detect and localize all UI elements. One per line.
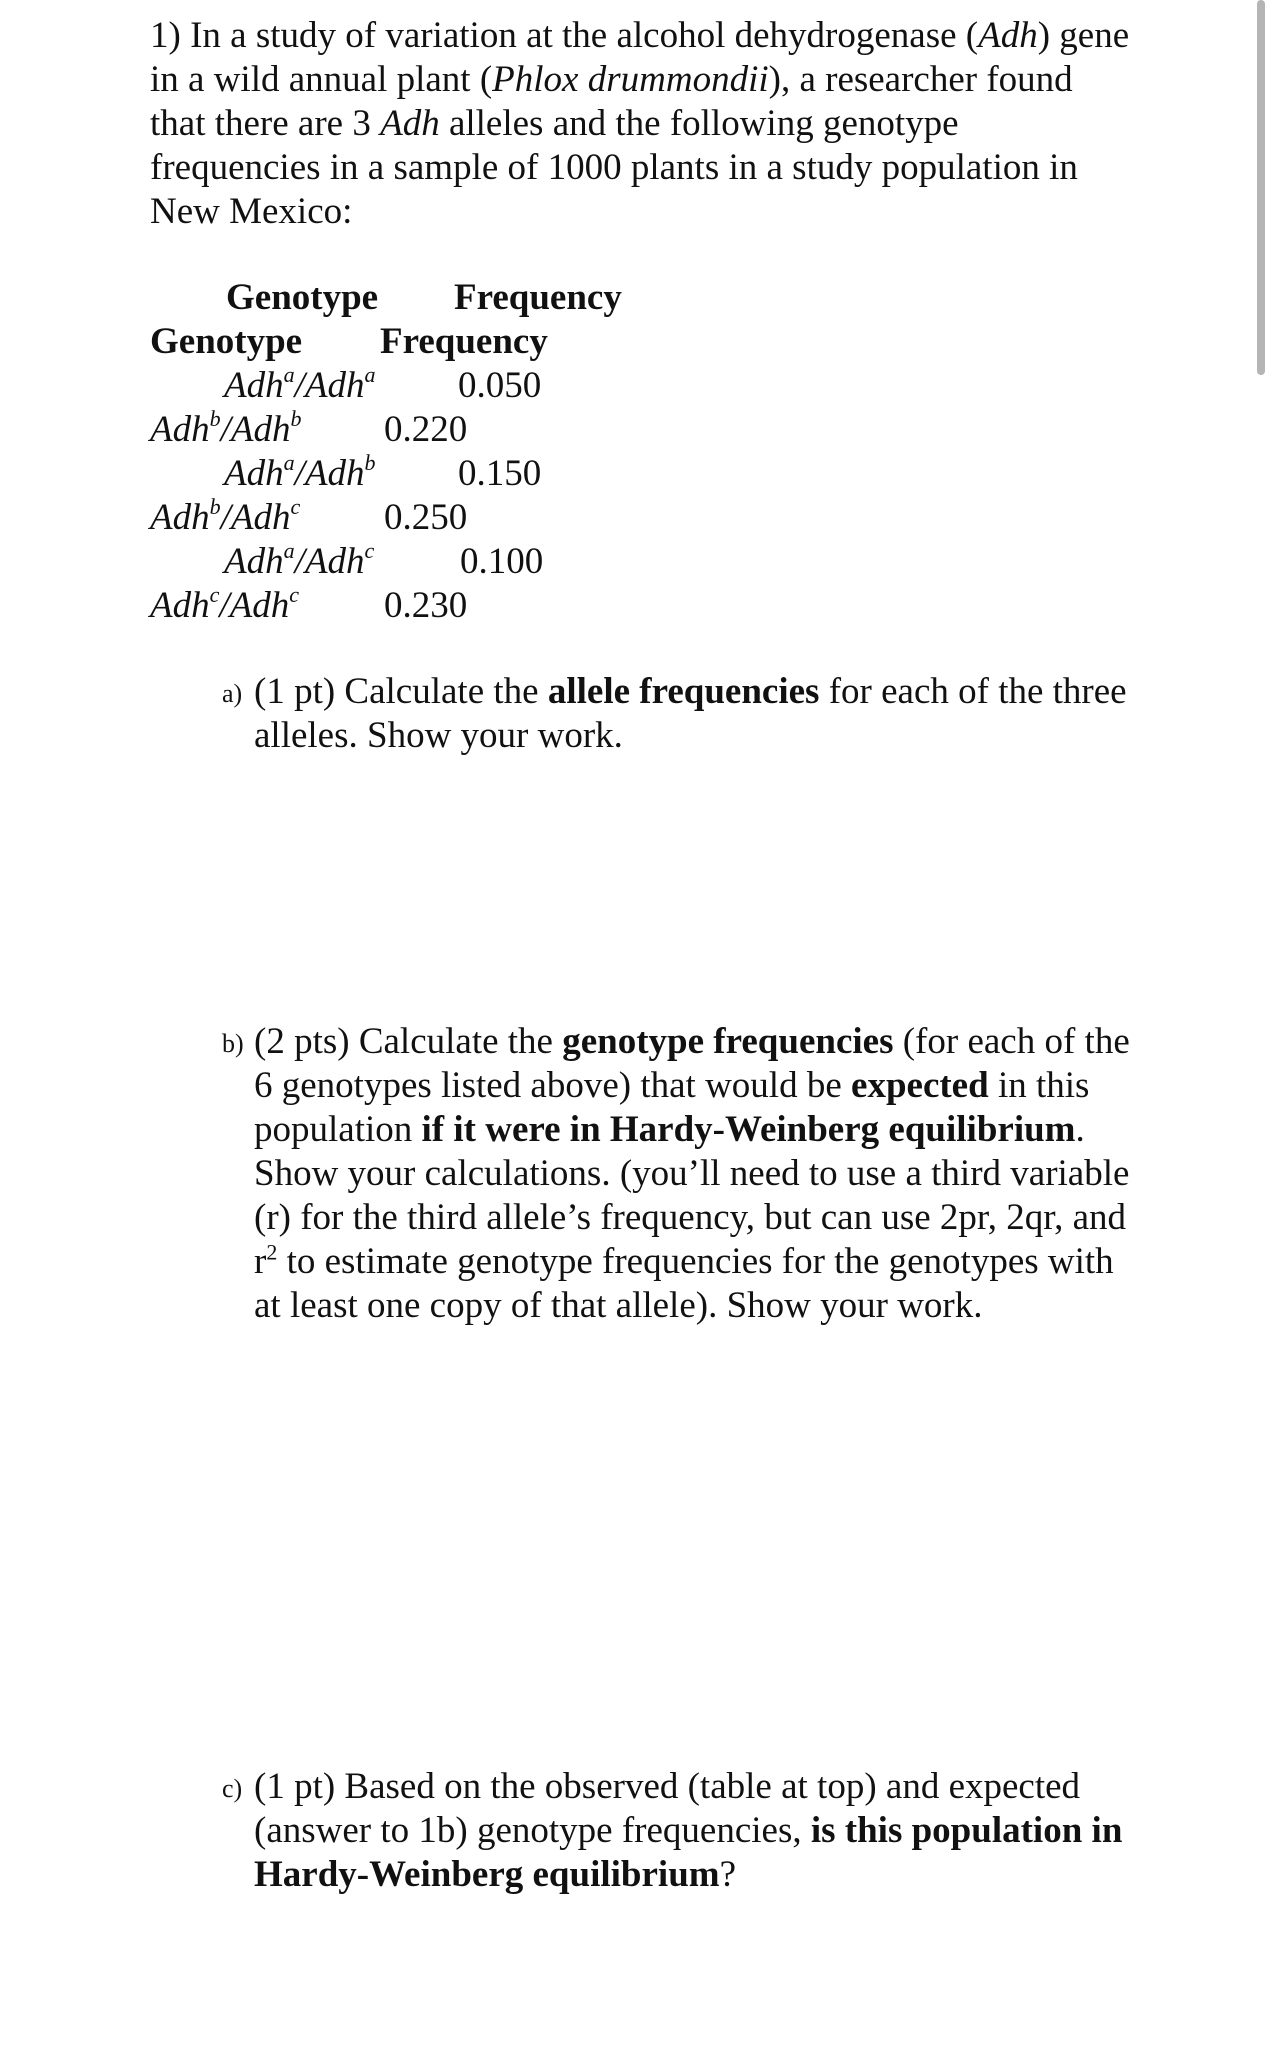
frequency-cell: 0.150 <box>458 453 542 494</box>
frequency-cell: 0.220 <box>384 409 468 450</box>
genotype-cell: Adh$^b$/Adh$^c$ <box>150 493 301 538</box>
genotype-cell: Adh$^a$/Adh$^a$ <box>224 361 376 406</box>
question-b-text: (2 pts) Calculate the genotype frequencies (for each of the 6 genotypes listed above) that would be expected in this population if it were in Hardy-Weinberg equilibrium. Show your calculations. (you’ll need to use a third variable (r) for the third allele’s frequency, but can use 2pr, 2qr, and $r^2$ to estimate genotype frequencies for the genotypes with at least one copy of that allele). Show your work. <box>254 1021 1130 1326</box>
scrollbar[interactable] <box>1257 0 1265 375</box>
question-a-text: (1 pt) Calculate the allele frequencies for each of the three alleles. Show your work. <box>254 671 1127 756</box>
question-1-intro: 1) In a study of variation at the alcohol dehydrogenase (Adh) gene in a wild annual plant (Phlox drummondii), a researcher found that there are 3 Adh alleles and the following genotype frequencies in a sample of 1000 plants in a study population in New Mexico: <box>150 15 1130 232</box>
table-header-genotype: Genotype <box>226 277 379 318</box>
frequency-cell: 0.230 <box>384 585 468 626</box>
genotype-cell: Adh$^c$/Adh$^c$ <box>150 581 300 626</box>
question-c-text: (1 pt) Based on the observed (table at top) and expected (answer to 1b) genotype frequencies, is this population in Hardy-Weinberg equilibrium? <box>254 1766 1123 1895</box>
frequency-cell: 0.250 <box>384 497 468 538</box>
table-header-frequency: Frequency <box>454 277 622 318</box>
question-b-label: b) <box>222 1029 244 1058</box>
question-c-label: c) <box>222 1774 243 1803</box>
table-header-frequency-duplicate: Frequency <box>380 321 548 362</box>
frequency-cell: 0.050 <box>458 365 542 406</box>
question-a-label: a) <box>222 679 243 708</box>
genotype-cell: Adh$^a$/Adh$^c$ <box>224 537 375 582</box>
table-header-genotype-duplicate: Genotype <box>150 321 303 362</box>
genotype-cell: Adh$^a$/Adh$^b$ <box>224 449 376 494</box>
genotype-cell: Adh$^b$/Adh$^b$ <box>150 405 302 450</box>
frequency-cell: 0.100 <box>460 541 544 582</box>
